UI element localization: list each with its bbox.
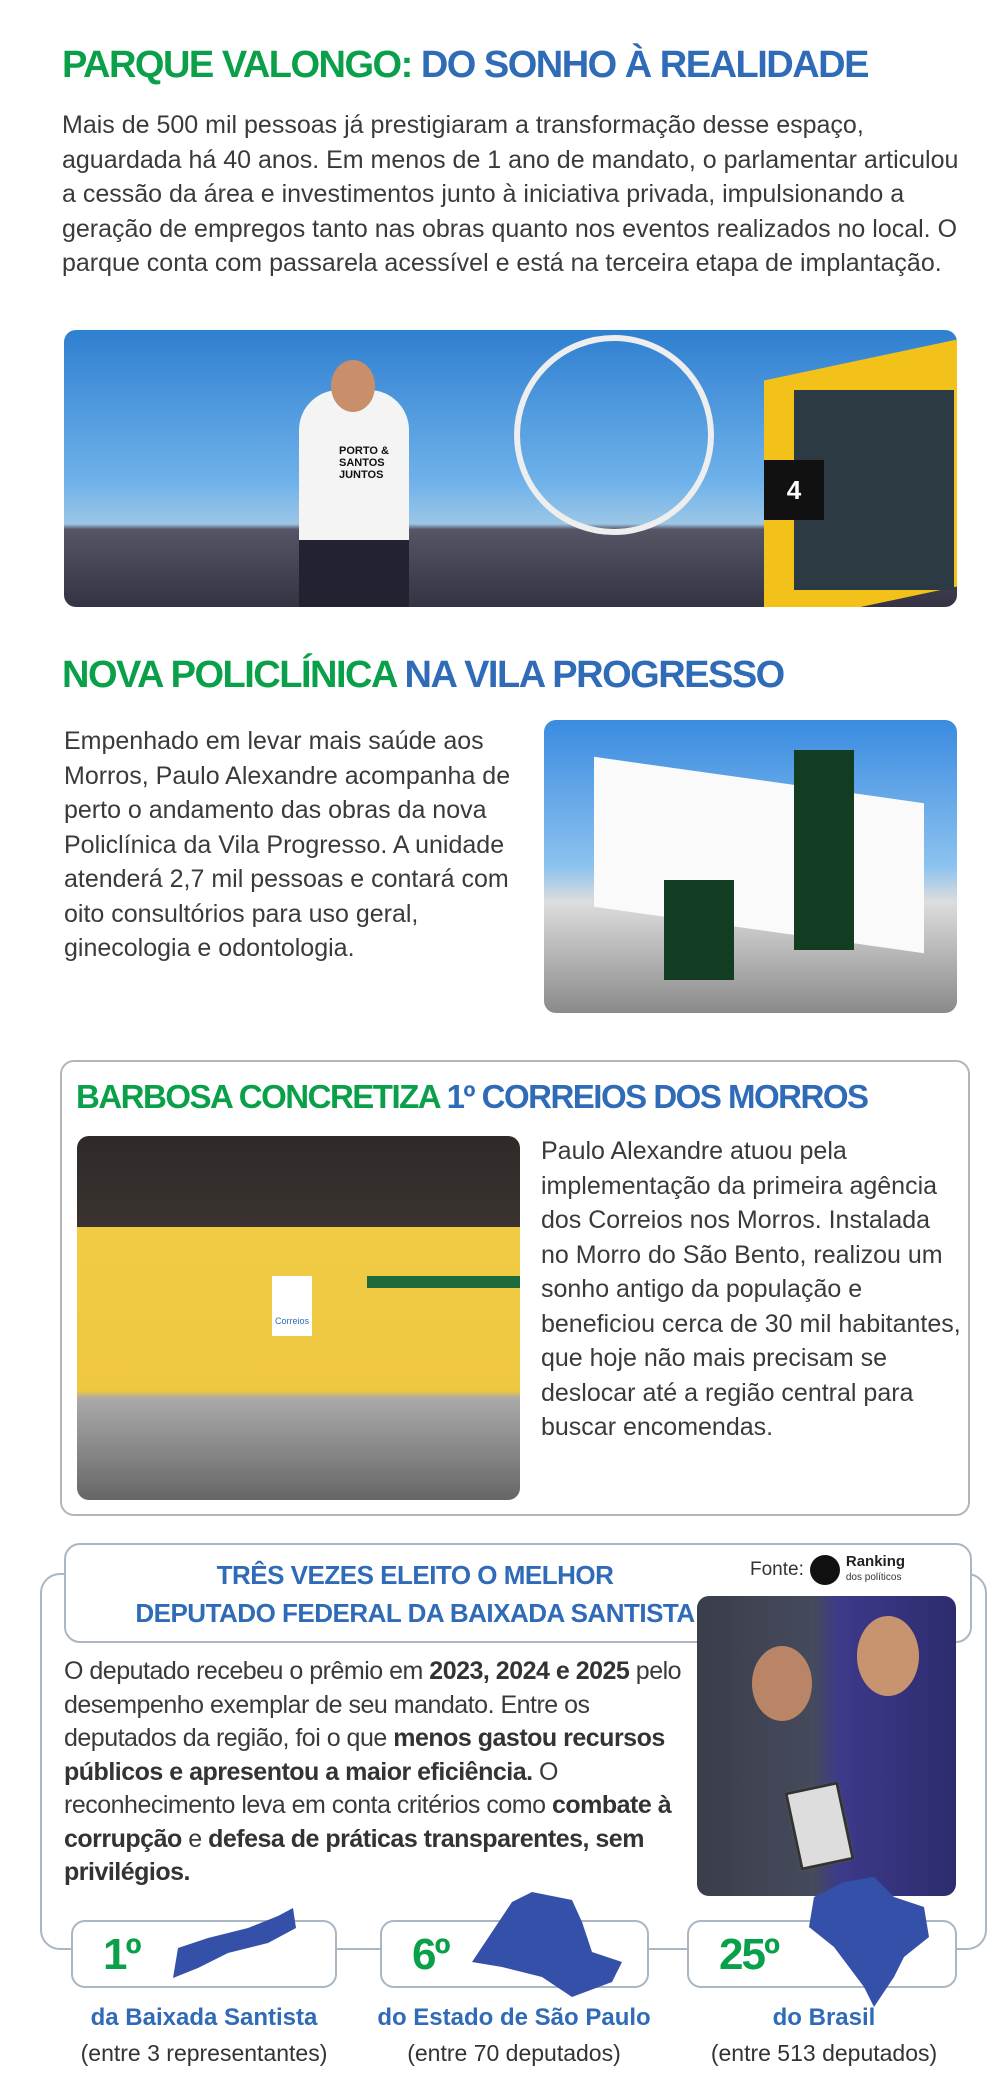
rank-sao-paulo — [380, 1920, 649, 1988]
sao-paulo-map-icon — [472, 1892, 632, 1997]
source — [750, 1555, 905, 1585]
parque-valongo-photo — [64, 330, 957, 607]
award-title-line1: TRÊS VEZES ELEITO O MELHOR — [216, 1560, 614, 1590]
man-pants — [299, 540, 409, 607]
correios-text: Paulo Alexandre atuou pela implementação da primeira agência dos Correios nos Morros. Instalada no Morro do São Bento, realizou um sonho antigo da população e beneficiou cerca de 30 mil habitantes, que hoje não mais precisam se deslocar até a região central para buscar encomendas. — [541, 1137, 961, 1441]
title-blue: DO SONHO À REALIDADE — [420, 44, 868, 86]
correios-photo — [77, 1136, 520, 1500]
correios-sign: Correios — [272, 1276, 312, 1336]
title-green: PARQUE VALONGO: — [62, 44, 412, 86]
rank-sub: (entre 3 representantes) — [80, 2040, 328, 2066]
baixada-map-icon — [168, 1908, 298, 1983]
bus-shelter — [367, 1276, 520, 1288]
policlinica-text: Empenhado em levar mais saúde aos Morros, Paulo Alexandre acompanha de perto o andamento das obras da nova Policlínica da Vila Progresso. A unidade atenderá 2,7 mil pessoas e contará com oito consultórios para uso geral, ginecologia e odontologia. — [64, 727, 511, 962]
rank-label: do Brasil — [772, 2004, 876, 2031]
text-bold: menos gastou recursos públicos e apresentou a maior eficiência. — [64, 1724, 665, 1786]
title-blue: 1º CORREIOS DOS MORROS — [446, 1078, 868, 1115]
building — [594, 757, 924, 953]
text-bold: combate à corrupção — [64, 1791, 672, 1853]
text-bold: 2023, 2024 e 2025 — [429, 1657, 630, 1685]
rank-sub: (entre 513 deputados) — [710, 2040, 938, 2066]
rank-number: 25º — [719, 1930, 779, 1979]
man — [299, 390, 409, 607]
source-label: Fonte: — [750, 1559, 804, 1580]
ranking-logo-icon — [810, 1555, 840, 1585]
rank-number: 6º — [412, 1930, 449, 1979]
award-text — [64, 1655, 684, 1890]
rank-baixada — [71, 1920, 337, 1988]
section-title-parque-valongo — [62, 44, 868, 87]
brasil-map-icon — [804, 1877, 934, 2012]
section-title-correios — [76, 1078, 868, 1116]
ferris-wheel — [514, 335, 714, 535]
text: e — [181, 1824, 209, 1853]
award-title — [95, 1556, 735, 1632]
source-name: Ranking — [845, 1553, 906, 1570]
title-blue: NA VILA PROGRESSO — [404, 654, 784, 696]
parque-text: Mais de 500 mil pessoas já prestigiaram a transformação desse espaço, aguardada há 40 anos. Em menos de 1 ano de mandato, o parlamentar articulou a cessão da área e investimentos junto à iniciativa privada, impulsionando a geração de empregos tanto nas obras quanto nos eventos realizados no local. O parque conta com passarela acessível e está na terceira etapa de implantação. — [62, 111, 959, 277]
text-bold: defesa de práticas transparentes, sem privilégios. — [64, 1824, 644, 1886]
award-title-line2: DEPUTADO FEDERAL DA BAIXADA SANTISTA — [135, 1598, 695, 1628]
shirt-text: PORTO & SANTOS JUNTOS — [339, 445, 389, 481]
title-green: BARBOSA CONCRETIZA — [76, 1078, 439, 1115]
rank-label: da Baixada Santista — [90, 2004, 318, 2031]
text: O deputado recebeu o prêmio em — [64, 1657, 430, 1685]
text: O reconhecimento leva em conta critérios como — [64, 1757, 558, 1819]
source-sub: dos políticos — [845, 1572, 902, 1583]
title-green: NOVA POLICLÍNICA — [62, 654, 396, 696]
rank-brasil — [687, 1920, 957, 1988]
rank-number: 1º — [103, 1930, 140, 1979]
award-photo — [697, 1596, 956, 1896]
policlinica-render — [544, 720, 957, 1013]
award-plaque — [784, 1781, 854, 1871]
building-green-column — [794, 750, 854, 950]
section-title-policlinica — [62, 654, 784, 697]
man-head — [331, 360, 375, 412]
person-head — [752, 1646, 812, 1721]
rank-sub: (entre 70 deputados) — [407, 2040, 621, 2066]
rank-label: do Estado de São Paulo — [377, 2004, 651, 2031]
entrance — [664, 880, 734, 980]
text: pelo desempenho exemplar de seu mandato. Entre os deputados da região, foi o que — [64, 1657, 682, 1752]
person-head — [857, 1616, 919, 1696]
sign: 4 — [764, 460, 824, 520]
